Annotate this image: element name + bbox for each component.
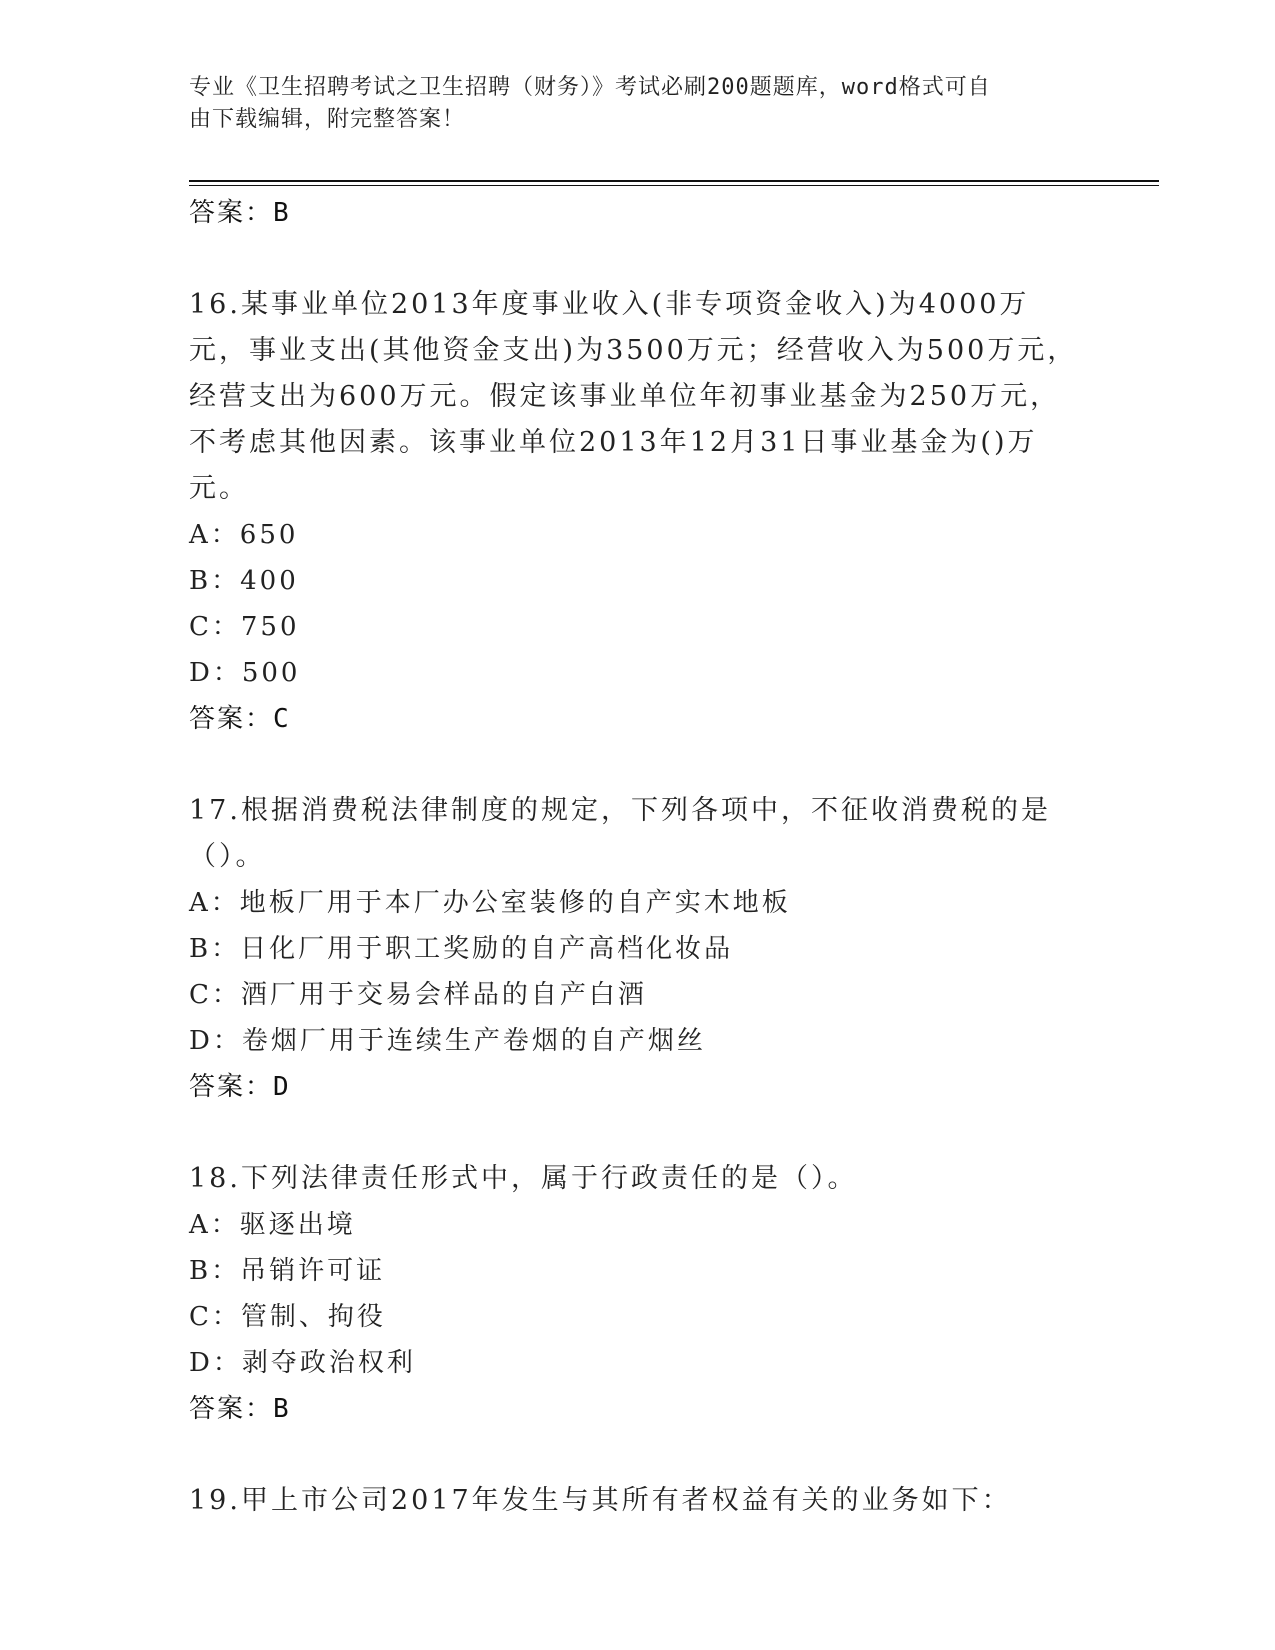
option-d: D：剥夺政治权利 [189,1348,416,1378]
option-c: C：750 [189,612,300,642]
option-a: A：驱逐出境 [189,1210,356,1240]
option-c: C：酒厂用于交易会样品的自产白酒 [189,980,647,1010]
question-16 [189,282,1089,742]
option-a: A：地板厂用于本厂办公室装修的自产实木地板 [189,888,791,918]
previous-answer: 答案：B [189,198,291,228]
option-b: B：400 [189,566,299,596]
question-text: 19.甲上市公司2017年发生与其所有者权益有关的业务如下： [189,1485,1012,1516]
option-b: B：吊销许可证 [189,1256,386,1286]
question-17 [189,788,1089,1110]
question-text: 16.某事业单位2013年度事业收入(非专项资金收入)为4000万元，事业支出(其他资金支出)为3500万元；经营收入为500万元，经营支出为600万元。假定该事业单位年初事业基金为250万元，不考虑其他因素。该事业单位2013年12月31日事业基金为()万元。 [189,289,1078,504]
question-18 [189,1156,1089,1432]
option-a: A：650 [189,520,299,550]
header-divider-thick [189,180,1159,182]
document-body [189,190,1089,1524]
header-divider-thin [189,185,1159,186]
answer: 答案：C [189,704,291,734]
question-19 [189,1478,1089,1524]
header-line-1: 专业《卫生招聘考试之卫生招聘（财务）》考试必刷200题题库，word格式可自 [189,75,991,100]
answer: 答案：B [189,1394,291,1424]
question-text: 17.根据消费税法律制度的规定，下列各项中，不征收消费税的是（）。 [189,795,1051,872]
option-c: C：管制、拘役 [189,1302,386,1332]
question-text: 18.下列法律责任形式中，属于行政责任的是（）。 [189,1163,858,1194]
answer: 答案：D [189,1072,291,1102]
option-d: D：500 [189,658,301,688]
header-line-2: 由下载编辑，附完整答案！ [189,107,466,132]
option-b: B：日化厂用于职工奖励的自产高档化妆品 [189,934,734,964]
document-header [189,72,1089,136]
option-d: D：卷烟厂用于连续生产卷烟的自产烟丝 [189,1026,706,1056]
